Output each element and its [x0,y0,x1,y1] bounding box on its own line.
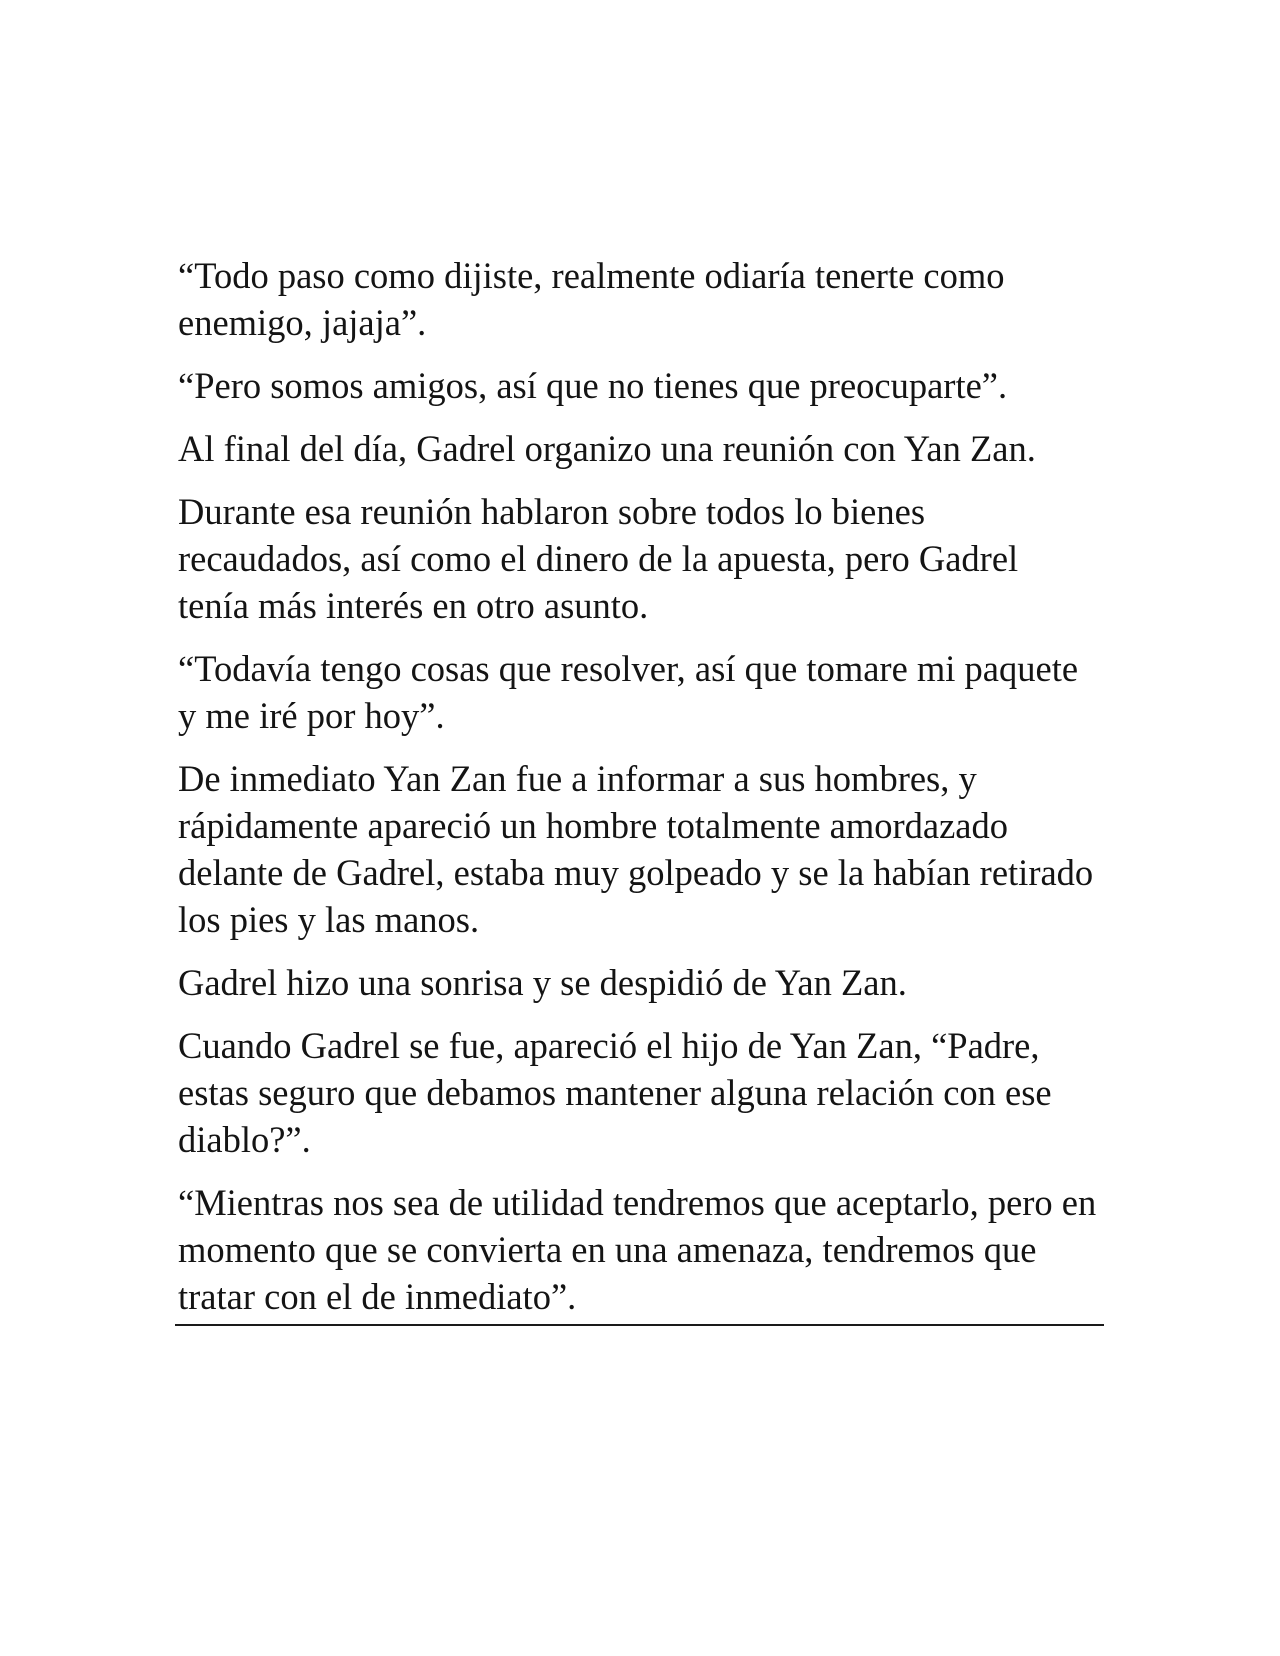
paragraph-6: De inmediato Yan Zan fue a informar a sus hombres, y rápidamente apareció un hombre totalmente amordazado delante de Gadrel, estaba muy golpeado y se la habían retirado los pies y las manos. [178,758,1094,940]
paragraph-3: Al final del día, Gadrel organizo una reunión con Yan Zan. [178,428,1036,469]
paragraph-8: Cuando Gadrel se fue, apareció el hijo de Yan Zan, “Padre, estas seguro que debamos mantener alguna relación con ese diablo?”. [178,1025,1052,1160]
paragraph-1: “Todo paso como dijiste, realmente odiaría tenerte como enemigo, jajaja”. [178,255,1005,343]
body-text [178,252,1098,1336]
paragraph-2: “Pero somos amigos, así que no tienes que preocuparte”. [178,365,1008,406]
paragraph-9: “Mientras nos sea de utilidad tendremos que aceptarlo, pero en momento que se convierta en una amenaza, tendremos que tratar con el de inmediato”. [178,1182,1097,1317]
paragraph-5: “Todavía tengo cosas que resolver, así que tomare mi paquete y me iré por hoy”. [178,648,1079,736]
paragraph-7: Gadrel hizo una sonrisa y se despidió de Yan Zan. [178,962,907,1003]
section-end-rule [175,1324,1104,1326]
paragraph-4: Durante esa reunión hablaron sobre todos lo bienes recaudados, así como el dinero de la apuesta, pero Gadrel tenía más interés en otro asunto. [178,491,1019,626]
